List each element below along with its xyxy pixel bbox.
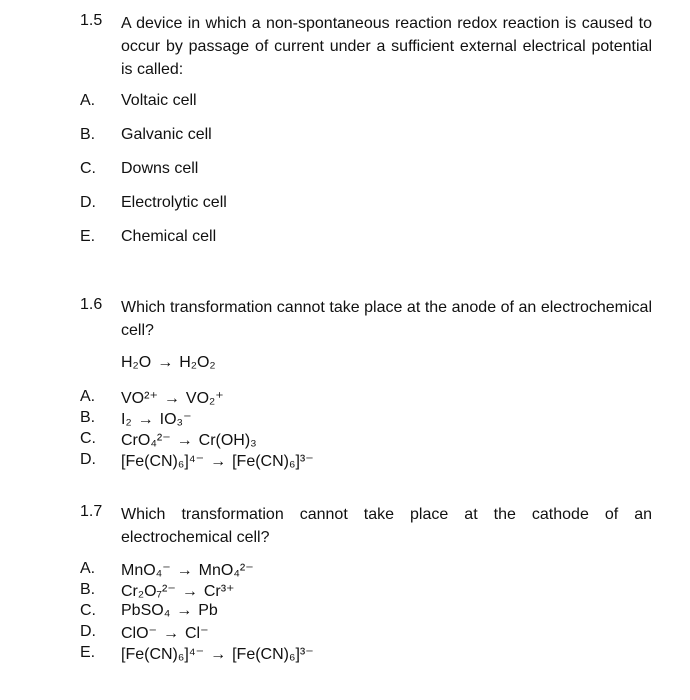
q16-option-c-letter: C. (80, 430, 96, 447)
q17-option-e-formula (121, 644, 314, 664)
formula-to: Pb (198, 602, 218, 619)
question-1-6-text: Which transformation cannot take place at the anode of an electrochemical cell? (121, 299, 652, 339)
formula-to: IO₃⁻ (159, 411, 192, 428)
q16-option-b-formula (121, 409, 192, 429)
formula-from: PbSO₄ (121, 602, 171, 619)
q17-option-b-formula (121, 581, 234, 601)
arrow-icon: → (176, 602, 193, 619)
q16-option-a-formula (121, 388, 224, 408)
q17-option-d-letter: D. (80, 623, 96, 640)
q15-option-a-letter: A. (80, 92, 96, 109)
q16-option-c-formula (121, 430, 257, 450)
question-1-5-text: A device in which a non-spontaneous reaction redox reaction is caused to occur by passage of current under a sufficient external electrical potential is called: (121, 15, 652, 78)
q15-option-d-text: Electrolytic cell (121, 194, 227, 211)
arrow-icon: → (181, 583, 198, 600)
q16-option-d-formula (121, 451, 314, 471)
formula-from: ClO⁻ (121, 625, 157, 642)
q15-option-e-text: Chemical cell (121, 228, 217, 245)
q15-option-e-letter: E. (80, 228, 96, 245)
q16-option-a-letter: A. (80, 388, 96, 405)
question-1-7-text: Which transformation cannot take place at the cathode of an electrochemical cell? (121, 506, 652, 546)
formula-to: [Fe(CN)₆]³⁻ (232, 453, 314, 470)
q16-option-d-letter: D. (80, 451, 96, 468)
arrow-icon: → (210, 453, 227, 470)
formula-to: VO₂⁺ (185, 390, 224, 407)
q15-option-b-text: Galvanic cell (121, 126, 212, 143)
formula-to: Cl⁻ (185, 625, 209, 642)
arrow-icon: → (137, 411, 154, 428)
formula-to: Cr³⁺ (203, 583, 235, 600)
arrow-icon: → (176, 432, 193, 449)
q17-option-b-letter: B. (80, 581, 96, 598)
formula-to: MnO₄²⁻ (198, 562, 254, 579)
q15-option-d-letter: D. (80, 194, 96, 211)
q15-option-b-letter: B. (80, 126, 96, 143)
question-1-7-number: 1.7 (80, 503, 103, 520)
question-1-5-number: 1.5 (80, 12, 103, 29)
q15-option-a-text: Voltaic cell (121, 92, 197, 109)
q17-option-c-letter: C. (80, 602, 96, 619)
formula-from: I₂ (121, 411, 132, 428)
q17-option-a-formula (121, 560, 254, 580)
q17-option-e-letter: E. (80, 644, 96, 661)
formula-from: [Fe(CN)₆]⁴⁻ (121, 646, 205, 663)
formula-to: Cr(OH)₃ (198, 432, 257, 449)
formula-to: H₂O₂ (179, 354, 216, 371)
q17-option-d-formula (121, 623, 209, 643)
formula-from: H₂O (121, 354, 152, 371)
formula-from: Cr₂O₇²⁻ (121, 583, 176, 600)
formula-from: [Fe(CN)₆]⁴⁻ (121, 453, 205, 470)
q16-option-b-letter: B. (80, 409, 96, 426)
arrow-icon: → (176, 562, 193, 579)
q15-option-c-letter: C. (80, 160, 96, 177)
formula-to: [Fe(CN)₆]³⁻ (232, 646, 314, 663)
arrow-icon: → (163, 390, 180, 407)
q16-intro-formula (121, 354, 216, 372)
formula-from: VO²⁺ (121, 390, 158, 407)
q17-option-c-formula (121, 602, 218, 620)
arrow-icon: → (157, 354, 174, 371)
q17-option-a-letter: A. (80, 560, 96, 577)
question-1-6-number: 1.6 (80, 296, 103, 313)
formula-from: CrO₄²⁻ (121, 432, 171, 449)
arrow-icon: → (163, 625, 179, 642)
q15-option-c-text: Downs cell (121, 160, 199, 177)
arrow-icon: → (210, 646, 227, 663)
formula-from: MnO₄⁻ (121, 562, 171, 579)
